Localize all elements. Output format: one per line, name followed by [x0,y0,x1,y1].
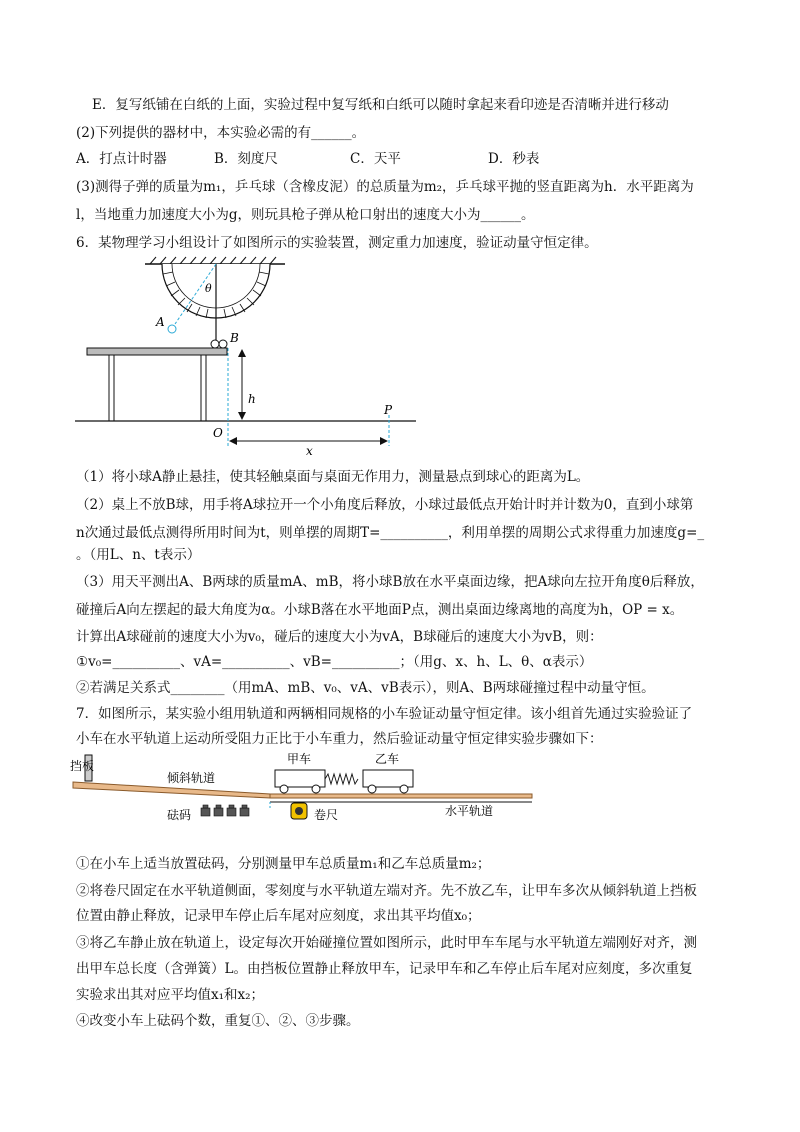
part-3-line4: ①v₀=__________、vA=__________、vB=__________；（用g、x、h、L、θ、α表示） [76,654,593,670]
line-option-e: E．复写纸铺在白纸的上面，实验过程中复写纸和白纸可以随时拿起来看印迹是否清晰并进行移动 [92,97,669,113]
horizontal-track-label: 水平轨道 [445,804,494,818]
distance-label: x [306,444,313,458]
question-6-title: 6．某物理学习小组设计了如图所示的实验装置，测定重力加速度，验证动量守恒定律。 [76,235,598,251]
ball-b-label: B [230,331,239,345]
question-3-line1: (3)测得子弹的质量为m₁，乒乓球（含橡皮泥）的总质量为m₂，乒乓球平抛的竖直距离为h．水平距离为 [76,179,694,195]
pendulum-figure [70,252,430,462]
step-2-line2: 位置由静止释放，记录甲车停止后车尾对应刻度，求出其平均值x₀； [76,908,481,924]
option-c[interactable]: C．天平 [350,151,401,167]
part-3-line3: 计算出A球碰前的速度大小为v₀，碰后的速度大小为vA，B球碰后的速度大小为vB，则： [76,629,603,645]
height-label: h [248,392,256,406]
point-o-label: O [213,426,223,440]
car-1-label: 甲车 [287,752,312,766]
part-2-line3: 。（用L、n、t表示） [76,547,201,563]
baffle-label: 挡板 [70,759,95,773]
step-3-line1: ③将乙车静止放在轨道上，设定每次开始碰撞位置如图所示，此时甲车车尾与水平轨道左端刚好对齐，测 [76,935,697,951]
tape-measure-icon [291,803,307,819]
question-2: (2)下列提供的器材中，本实验必需的有______。 [76,125,366,141]
option-a[interactable]: A．打点计时器 [76,151,167,167]
option-b[interactable]: B．刻度尺 [214,151,278,167]
part-3-line1: （3）用天平测出A、B两球的质量mA、mB，将小球B放在水平桌面边缘，把A球向左拉开角度θ后释放， [76,574,704,590]
option-d[interactable]: D．秒表 [488,151,540,167]
step-4: ④改变小车上砝码个数，重复①、②、③步骤。 [76,1013,360,1029]
part-3-line5: ②若满足关系式________（用mA、mB、v₀、vA、vB表示），则A、B两球碰撞过程中动量守恒。 [76,680,655,696]
step-1: ①在小车上适当放置砝码，分别测量甲车总质量m₁和乙车总质量m₂； [76,856,491,872]
track-figure [70,748,540,834]
part-3-line2: 碰撞后A向左摆起的最大角度为α。小球B落在水平地面P点，测出桌面边缘离地的高度为h，OP = x。 [76,602,684,618]
incline-label: 倾斜轨道 [167,771,216,785]
ball-a-label: A [156,315,165,329]
options-row [76,150,539,168]
part-1: （1）将小球A静止悬挂，使其轻触桌面与桌面无作用力，测量悬点到球心的距离为L。 [76,469,590,485]
point-p-label: P [384,403,393,417]
car-2-label: 乙车 [375,752,400,766]
question-7-line1: 7．如图所示，某实验小组用轨道和两辆相同规格的小车验证动量守恒定律。该小组首先通过实验验证了 [76,706,693,722]
step-2-line1: ②将卷尺固定在水平轨道侧面，零刻度与水平轨道左端对齐。先不放乙车，让甲车多次从倾斜轨道上挡板 [76,883,697,899]
theta-label: θ [205,282,212,295]
question-7-line2: 小车在水平轨道上运动所受阻力正比于小车重力，然后验证动量守恒定律实验步骤如下： [76,731,603,747]
part-2-line1: （2）桌上不放B球，用手将A球拉开一个小角度后释放，小球过最低点开始计时并计数为0，直到小球第 [76,497,694,513]
tape-label: 卷尺 [314,808,339,822]
step-3-line2: 出甲车总长度（含弹簧）L。由挡板位置静止释放甲车，记录甲车和乙车停止后车尾对应刻度，多次重复 [76,961,693,977]
weights-label: 砝码 [167,808,192,822]
step-3-line3: 实验求出其对应平均值x₁和x₂； [76,987,265,1003]
part-2-line2: n次通过最低点测得所用时间为t，则单摆的周期T=__________，利用单摆的周期公式求得重力加速度g=_ [76,525,705,541]
question-3-line2: l，当地重力加速度大小为g，则玩具枪子弹从枪口射出的速度大小为______。 [76,207,535,223]
